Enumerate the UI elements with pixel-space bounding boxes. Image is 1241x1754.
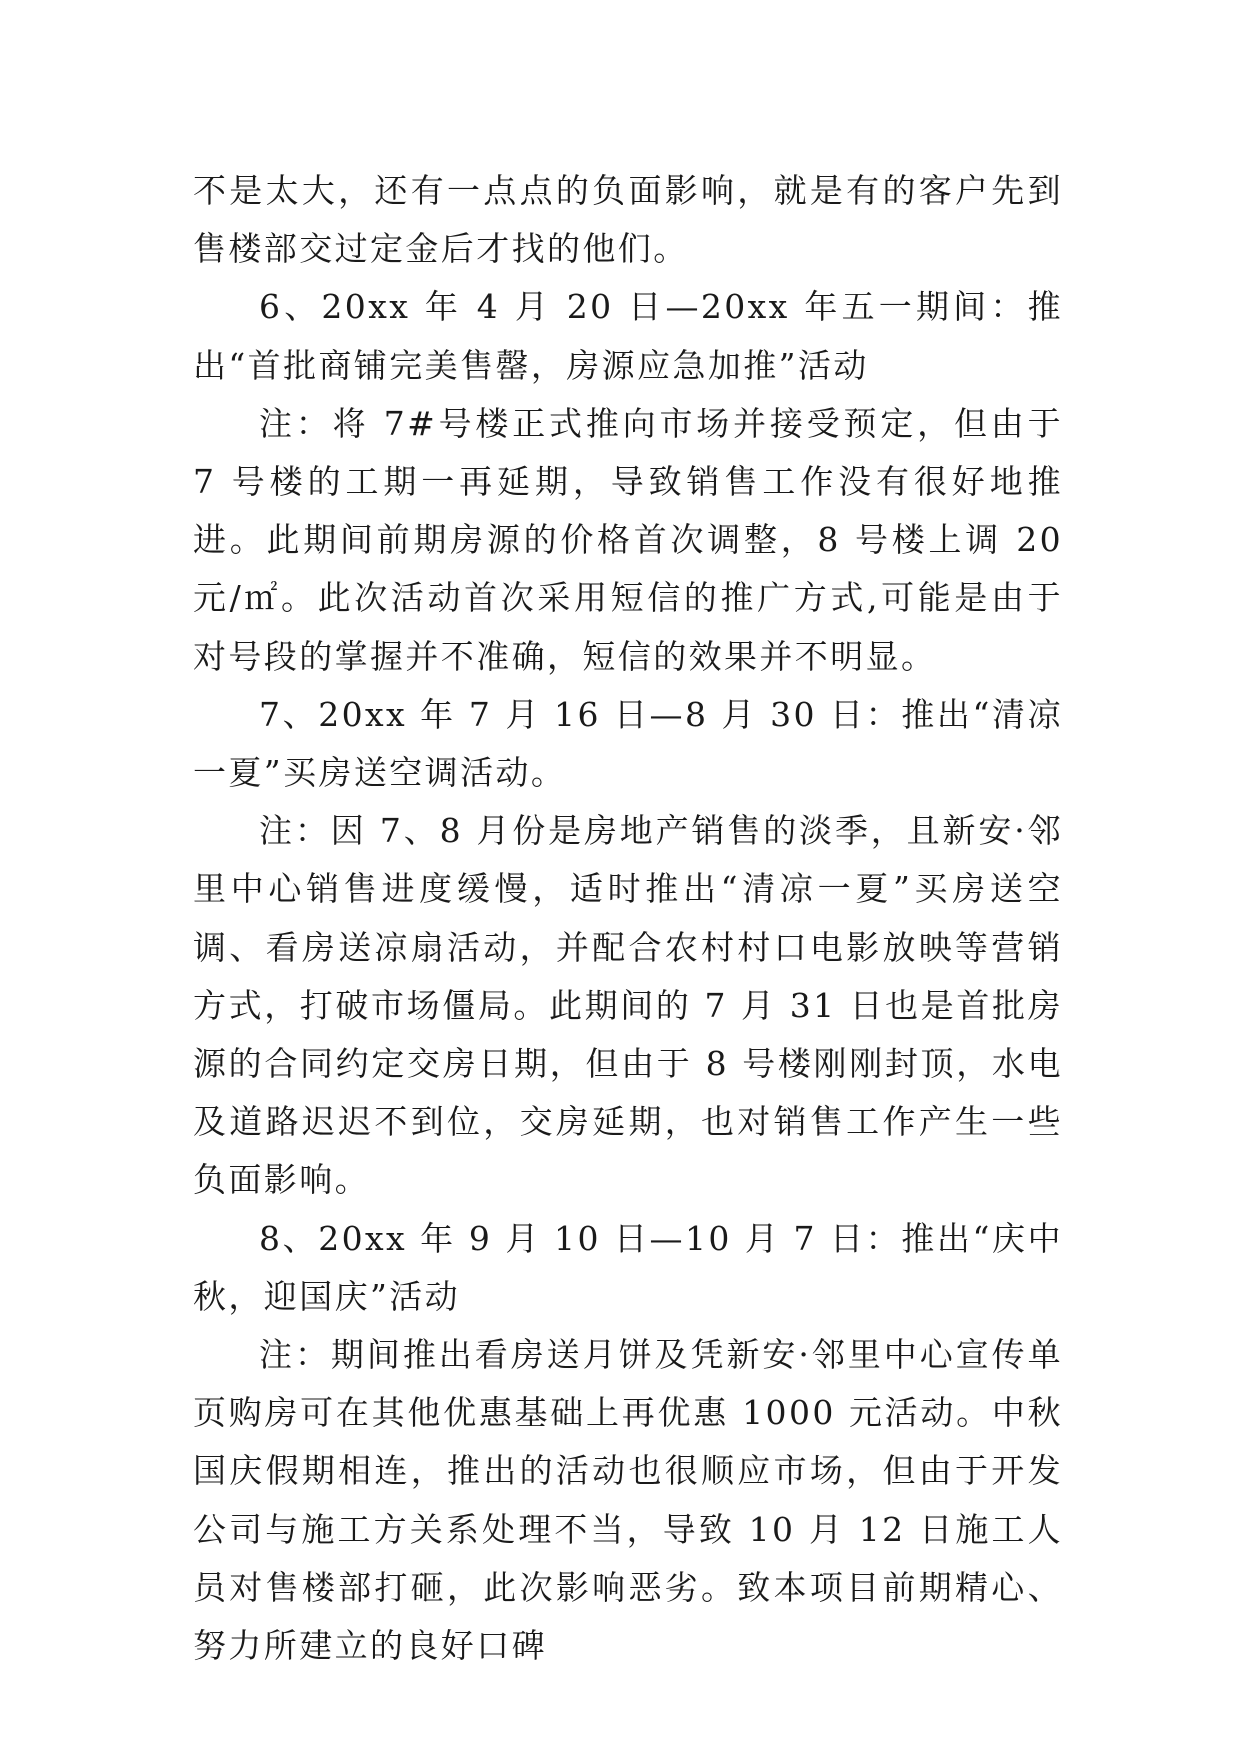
paragraph-continuation: 不是太大，还有一点点的负面影响，就是有的客户先到售楼部交过定金后才找的他们。 [193, 171, 1063, 269]
paragraph-item-7: 7、20xx 年 7 月 16 日—8 月 30 日：推出“清凉一夏”买房送空调活动。 [193, 694, 1063, 793]
paragraph-item-8: 8、20xx 年 9 月 10 日—10 月 7 日：推出“庆中秋，迎国庆”活动 [193, 1218, 1063, 1316]
paragraph-note-6: 注：将 7#号楼正式推向市场并接受预定，但由于 7 号楼的工期一再延期，导致销售工作没有很好地推进。此期间前期房源的价格首次调整，8 号楼上调 20 元/㎡。此次活动首次采用短信的推广方式,可能是由于对号段的掌握并不准确，短信的效果并不明显。 [193, 403, 1063, 676]
paragraph-note-8: 注：期间推出看房送月饼及凭新安·邻里中心宣传单页购房可在其他优惠基础上再优惠 1000 元活动。中秋国庆假期相连，推出的活动也很顺应市场，但由于开发公司与施工方关系处理不当，导致 10 月 12 日施工人员对售楼部打砸，此次影响恶劣。致本项目前期精心、努力所建立的良好口碑 [193, 1335, 1063, 1666]
paragraph-note-7: 注：因 7、8 月份是房地产销售的淡季，且新安·邻里中心销售进度缓慢，适时推出“清凉一夏”买房送空调、看房送凉扇活动，并配合农村村口电影放映等营销方式，打破市场僵局。此期间的 7 月 31 日也是首批房源的合同约定交房日期，但由于 8 号楼刚刚封顶，水电及道路迟迟不到位，交房延期，也对销售工作产生一些负面影响。 [193, 811, 1063, 1200]
document-body [193, 162, 1063, 1675]
paragraph-item-6: 6、20xx 年 4 月 20 日—20xx 年五一期间：推出“首批商铺完美售罄，房源应急加推”活动 [193, 287, 1063, 385]
